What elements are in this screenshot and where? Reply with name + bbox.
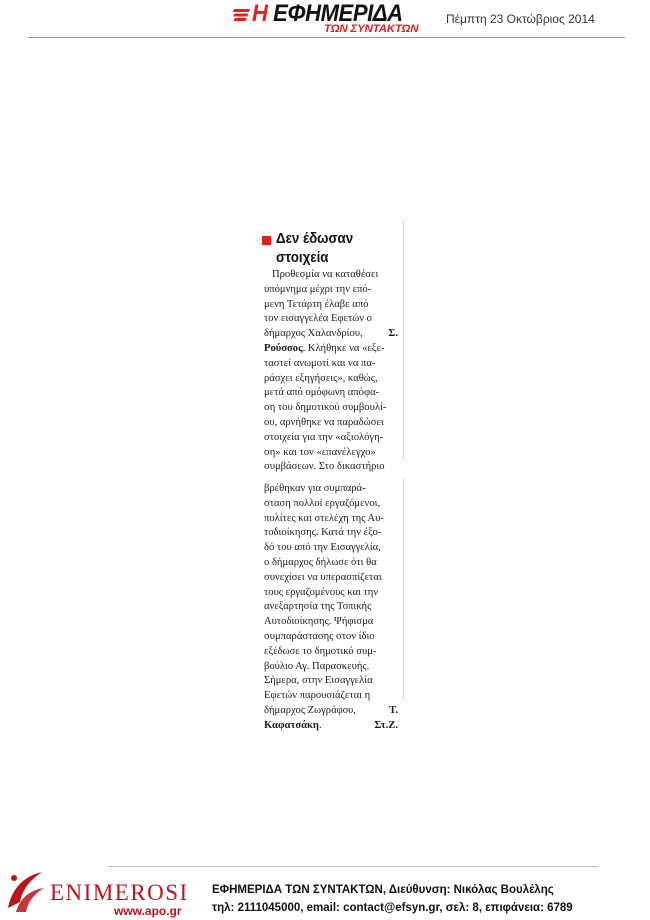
- article-clipping-top: [256, 220, 404, 473]
- text-line: ου, αρνήθηκε να παραδώσει: [264, 416, 384, 428]
- text-line: δό του από την Εισαγγελία,: [264, 542, 381, 554]
- text-line: συνεχίσει να υπερασπίζεται: [264, 571, 382, 583]
- text-line: Εφετών παρουσιάζεται η: [264, 690, 371, 702]
- author-signature: Στ.Ζ.: [374, 719, 398, 731]
- text-line: βούλιο Αγ. Παρασκευής.: [264, 660, 370, 672]
- text-line: υπόμνημα μέχρι την επό-: [264, 283, 372, 295]
- article-body-part1: [264, 268, 398, 475]
- person-name: Καφατσάκη: [264, 719, 319, 731]
- text-line: μενη Τετάρτη έλαβε από: [264, 298, 369, 310]
- person-name: Ρούσσος: [264, 342, 303, 354]
- logo-speed-lines-icon: [232, 9, 250, 21]
- person-initial: Σ.: [388, 328, 398, 340]
- text-fragment: δήμαρχος Χαλανδρίου,: [264, 328, 363, 340]
- text-line: ταστεί ανωμοτί και να πα-: [264, 357, 376, 369]
- apo-logo-word: ENIMEROSI: [50, 880, 189, 905]
- article-headline: [276, 230, 390, 268]
- text-line: ση» και τον «επανέλεγχο»: [264, 446, 376, 458]
- person-initial: Τ.: [389, 704, 398, 716]
- text-line: μετά από ομόφωνη απόφα-: [264, 387, 380, 399]
- text-line: ση του δημοτικού συμβουλί-: [264, 402, 387, 414]
- clipping-edge: [403, 220, 404, 460]
- text-line: Προθεσμία να καταθέσει: [272, 269, 379, 280]
- text-line: βρέθηκαν για συμπαρά-: [264, 483, 366, 494]
- apo-logo-url: www.apo.gr: [114, 904, 182, 918]
- text-fragment: . Κλήθηκε να «εξε-: [302, 342, 385, 354]
- text-line: [264, 327, 398, 342]
- clipping-edge: [403, 478, 404, 700]
- text-line: τους εργαζομένους και την: [264, 586, 379, 598]
- footer-publication-info: ΕΦΗΜΕΡΙΔΑ ΤΩΝ ΣΥΝΤΑΚΤΩΝ, Διεύθυνση: Νικόλας Βουλέλης: [212, 884, 554, 896]
- text-line: συμπαράστασης στον ίδιο: [264, 630, 375, 642]
- apo-swirl-logo-icon: [2, 868, 48, 916]
- text-line: Αυτοδιοίκησης. Ψήφισμα: [264, 616, 374, 628]
- article-body-part2: [264, 482, 398, 734]
- footer-contact-info: τηλ: 2111045000, email: contact@efsyn.gr, σελ: 8, επιφάνεια: 6789: [212, 902, 573, 914]
- text-line: στοιχεία για την «αξιολόγη-: [264, 431, 384, 443]
- headline-bullet-icon: [262, 236, 271, 245]
- text-line: [264, 342, 398, 357]
- text-line: [264, 704, 398, 719]
- logo-subtitle: ΤΩΝ ΣΥΝΤΑΚΤΩΝ: [324, 23, 419, 35]
- headline-line: Δεν έδωσαν: [276, 231, 354, 247]
- text-line: πολίτες και στελέχη της Αυ-: [264, 512, 384, 524]
- publication-date: Πέμπτη 23 Οκτώβριος 2014: [446, 12, 595, 26]
- logo-title-rest: ΕΦΗΜΕΡΙΔΑ: [273, 0, 403, 27]
- article-clipping-bottom: [256, 478, 404, 731]
- text-line: Σήμερα, στην Εισαγγελία: [264, 675, 373, 687]
- text-line: τοδιοίκησης. Κατά την έξο-: [264, 527, 382, 539]
- apo-logo: [0, 866, 200, 920]
- page-header: [0, 0, 650, 40]
- newspaper-logo: [232, 0, 422, 40]
- text-line: εξέδωσε το δημοτικό συμ-: [264, 645, 377, 657]
- text-line: ο δήμαρχος δήλωσε ότι θα: [264, 556, 377, 568]
- headline-line: στοιχεία: [276, 250, 329, 266]
- text-fragment: δήμαρχος Ζωγράφου,: [264, 704, 356, 716]
- header-divider: [28, 37, 625, 38]
- text-line: σταση πολλοί εργαζόμενοι,: [264, 497, 381, 509]
- text-line: ράσχει εξηγήσεις», καθώς,: [264, 372, 378, 384]
- text-fragment: .: [318, 719, 322, 731]
- text-line: τον εισαγγελέα Εφετών ο: [264, 313, 372, 325]
- logo-title-h: Η: [252, 0, 268, 27]
- text-line: [264, 719, 398, 734]
- text-line: ανεξαρτησία της Τοπικής: [264, 601, 372, 613]
- text-line: συμβάσεων. Στο δικαστήριο: [264, 461, 385, 473]
